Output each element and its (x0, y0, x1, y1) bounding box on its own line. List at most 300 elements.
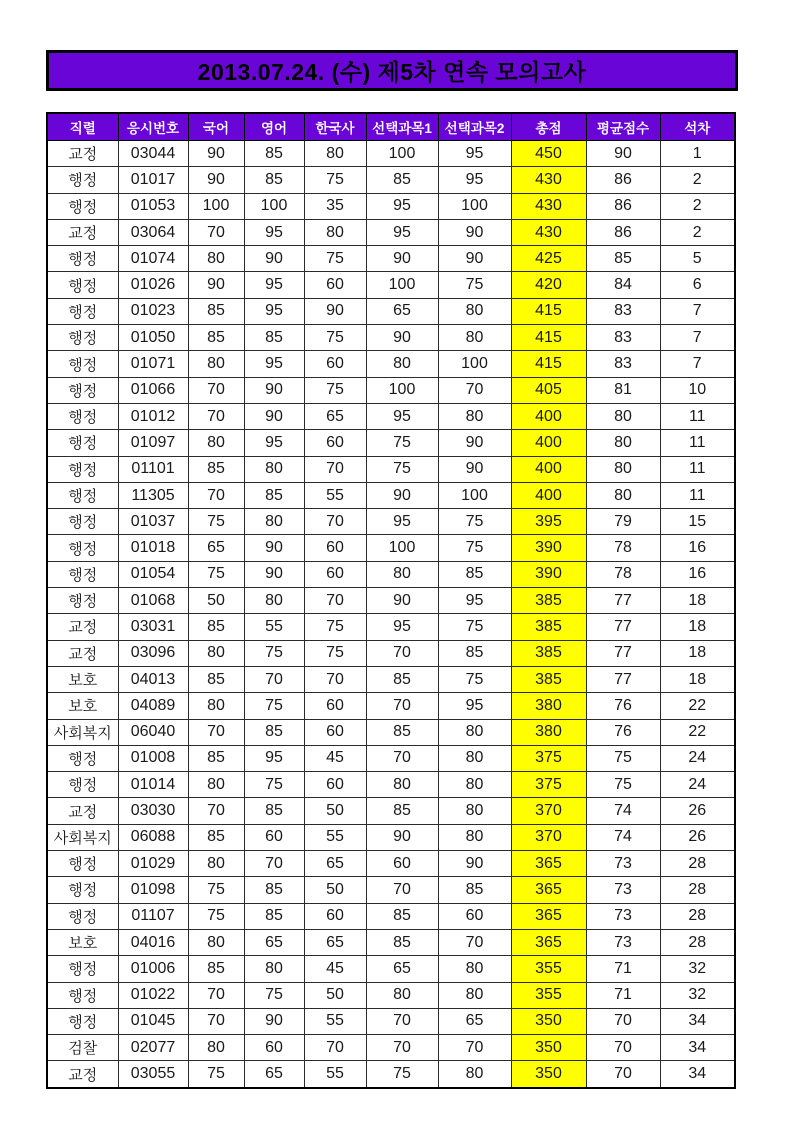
table-cell: 75 (366, 1061, 438, 1088)
table-cell: 34 (660, 1035, 735, 1061)
table-cell: 385 (511, 588, 586, 614)
table-cell: 28 (660, 877, 735, 903)
table-cell: 75 (244, 772, 304, 798)
table-cell: 400 (511, 403, 586, 429)
table-cell: 73 (586, 929, 660, 955)
table-cell: 78 (586, 535, 660, 561)
table-row (47, 456, 735, 482)
table-cell: 395 (511, 509, 586, 535)
table-row (47, 325, 735, 351)
table-row (47, 719, 735, 745)
table-cell: 95 (244, 272, 304, 298)
table-cell: 85 (366, 903, 438, 929)
table-cell: 70 (366, 693, 438, 719)
table-row (47, 772, 735, 798)
table-row (47, 298, 735, 324)
table-cell: 행정 (47, 482, 118, 508)
table-cell: 95 (438, 141, 511, 167)
table-cell: 85 (244, 719, 304, 745)
table-cell: 85 (188, 325, 244, 351)
table-cell: 03055 (118, 1061, 188, 1088)
table-cell: 75 (304, 640, 366, 666)
table-cell: 6 (660, 272, 735, 298)
table-cell: 02077 (118, 1035, 188, 1061)
table-cell: 90 (366, 325, 438, 351)
table-cell: 70 (366, 1008, 438, 1034)
table-cell: 80 (188, 430, 244, 456)
table-cell: 90 (438, 430, 511, 456)
table-cell: 405 (511, 377, 586, 403)
table-cell: 80 (366, 351, 438, 377)
table-cell: 01098 (118, 877, 188, 903)
table-cell: 70 (304, 1035, 366, 1061)
table-cell: 80 (188, 1035, 244, 1061)
table-cell: 01068 (118, 588, 188, 614)
table-cell: 01014 (118, 772, 188, 798)
table-cell: 400 (511, 430, 586, 456)
table-cell: 55 (304, 824, 366, 850)
table-cell: 50 (188, 588, 244, 614)
table-cell: 71 (586, 956, 660, 982)
table-cell: 70 (366, 1035, 438, 1061)
table-cell: 60 (304, 430, 366, 456)
table-cell: 365 (511, 851, 586, 877)
table-cell: 75 (438, 666, 511, 692)
table-cell: 85 (366, 167, 438, 193)
table-cell: 60 (304, 351, 366, 377)
table-cell: 01026 (118, 272, 188, 298)
table-cell: 81 (586, 377, 660, 403)
table-cell: 75 (304, 246, 366, 272)
table-cell: 100 (244, 193, 304, 219)
table-cell: 415 (511, 325, 586, 351)
table-cell: 85 (188, 298, 244, 324)
column-header-1: 응시번호 (118, 113, 188, 141)
table-cell: 16 (660, 561, 735, 587)
table-cell: 95 (438, 588, 511, 614)
table-cell: 75 (366, 430, 438, 456)
table-cell: 65 (304, 929, 366, 955)
table-cell: 75 (188, 561, 244, 587)
table-cell: 80 (438, 824, 511, 850)
table-cell: 01017 (118, 167, 188, 193)
table-cell: 18 (660, 588, 735, 614)
table-cell: 95 (366, 193, 438, 219)
table-cell: 380 (511, 693, 586, 719)
table-row (47, 482, 735, 508)
table-cell: 350 (511, 1008, 586, 1034)
table-cell: 100 (438, 193, 511, 219)
table-cell: 90 (366, 246, 438, 272)
table-cell: 83 (586, 325, 660, 351)
table-cell: 60 (304, 535, 366, 561)
table-cell: 60 (304, 693, 366, 719)
table-cell: 430 (511, 167, 586, 193)
table-cell: 65 (438, 1008, 511, 1034)
table-cell: 03044 (118, 141, 188, 167)
table-cell: 01023 (118, 298, 188, 324)
table-row (47, 588, 735, 614)
table-cell: 50 (304, 982, 366, 1008)
table-cell: 415 (511, 298, 586, 324)
table-cell: 28 (660, 851, 735, 877)
table-cell: 7 (660, 351, 735, 377)
table-cell: 80 (188, 640, 244, 666)
table-cell: 01029 (118, 851, 188, 877)
table-cell: 01066 (118, 377, 188, 403)
table-cell: 75 (244, 693, 304, 719)
table-cell: 60 (304, 903, 366, 929)
table-cell: 80 (244, 956, 304, 982)
table-cell: 85 (244, 141, 304, 167)
table-cell: 50 (304, 877, 366, 903)
table-cell: 100 (366, 141, 438, 167)
table-cell: 75 (438, 272, 511, 298)
table-cell: 100 (188, 193, 244, 219)
table-cell: 90 (244, 561, 304, 587)
table-row (47, 272, 735, 298)
table-cell: 행정 (47, 167, 118, 193)
table-cell: 70 (188, 482, 244, 508)
column-header-9: 석차 (660, 113, 735, 141)
table-cell: 행정 (47, 351, 118, 377)
table-cell: 28 (660, 903, 735, 929)
table-row (47, 1035, 735, 1061)
table-cell: 75 (586, 745, 660, 771)
table-cell: 교정 (47, 141, 118, 167)
table-cell: 45 (304, 956, 366, 982)
column-header-2: 국어 (188, 113, 244, 141)
table-cell: 보호 (47, 929, 118, 955)
table-row (47, 167, 735, 193)
table-cell: 80 (438, 298, 511, 324)
table-cell: 77 (586, 640, 660, 666)
table-cell: 06088 (118, 824, 188, 850)
table-row (47, 745, 735, 771)
table-cell: 35 (304, 193, 366, 219)
table-cell: 75 (438, 535, 511, 561)
table-cell: 11 (660, 430, 735, 456)
table-cell: 95 (438, 167, 511, 193)
table-cell: 100 (366, 272, 438, 298)
table-cell: 보호 (47, 693, 118, 719)
table-cell: 76 (586, 719, 660, 745)
table-cell: 85 (188, 956, 244, 982)
table-cell: 24 (660, 745, 735, 771)
table-cell: 65 (304, 851, 366, 877)
table-cell: 80 (586, 482, 660, 508)
table-cell: 행정 (47, 377, 118, 403)
table-row (47, 535, 735, 561)
table-cell: 95 (438, 693, 511, 719)
table-cell: 86 (586, 193, 660, 219)
table-cell: 75 (304, 614, 366, 640)
table-cell: 10 (660, 377, 735, 403)
table-cell: 45 (304, 745, 366, 771)
table-cell: 100 (366, 377, 438, 403)
table-cell: 80 (304, 141, 366, 167)
table-row (47, 1008, 735, 1034)
table-cell: 70 (304, 456, 366, 482)
table-cell: 75 (304, 377, 366, 403)
table-cell: 80 (188, 772, 244, 798)
table-cell: 03030 (118, 798, 188, 824)
table-cell: 01071 (118, 351, 188, 377)
table-cell: 90 (366, 482, 438, 508)
table-cell: 415 (511, 351, 586, 377)
table-cell: 18 (660, 640, 735, 666)
table-cell: 75 (244, 640, 304, 666)
table-cell: 365 (511, 929, 586, 955)
table-cell: 18 (660, 666, 735, 692)
table-cell: 행정 (47, 298, 118, 324)
table-cell: 365 (511, 903, 586, 929)
table-cell: 15 (660, 509, 735, 535)
table-cell: 80 (188, 929, 244, 955)
table-cell: 26 (660, 824, 735, 850)
table-cell: 55 (304, 1008, 366, 1034)
table-cell: 교정 (47, 798, 118, 824)
table-cell: 70 (188, 798, 244, 824)
table-cell: 85 (438, 640, 511, 666)
table-row (47, 141, 735, 167)
table-row (47, 929, 735, 955)
table-cell: 390 (511, 535, 586, 561)
table-cell: 70 (438, 929, 511, 955)
table-cell: 60 (304, 561, 366, 587)
table-cell: 26 (660, 798, 735, 824)
table-cell: 행정 (47, 772, 118, 798)
table-cell: 350 (511, 1061, 586, 1088)
table-cell: 80 (366, 772, 438, 798)
table-cell: 70 (244, 666, 304, 692)
table-cell: 375 (511, 745, 586, 771)
table-row (47, 430, 735, 456)
table-cell: 교정 (47, 1061, 118, 1088)
table-cell: 65 (366, 298, 438, 324)
table-cell: 16 (660, 535, 735, 561)
table-cell: 행정 (47, 561, 118, 587)
table-cell: 450 (511, 141, 586, 167)
table-cell: 60 (304, 719, 366, 745)
table-cell: 18 (660, 614, 735, 640)
table-cell: 80 (188, 851, 244, 877)
table-cell: 90 (438, 219, 511, 245)
table-cell: 70 (188, 1008, 244, 1034)
table-cell: 01022 (118, 982, 188, 1008)
table-cell: 375 (511, 772, 586, 798)
table-cell: 370 (511, 824, 586, 850)
table-cell: 행정 (47, 903, 118, 929)
table-cell: 79 (586, 509, 660, 535)
table-row (47, 877, 735, 903)
table-cell: 80 (438, 772, 511, 798)
table-cell: 84 (586, 272, 660, 298)
table-cell: 420 (511, 272, 586, 298)
table-cell: 교정 (47, 219, 118, 245)
table-cell: 24 (660, 772, 735, 798)
table-cell: 11 (660, 456, 735, 482)
table-cell: 행정 (47, 851, 118, 877)
table-cell: 70 (188, 377, 244, 403)
table-cell: 01053 (118, 193, 188, 219)
table-cell: 83 (586, 298, 660, 324)
table-cell: 95 (366, 614, 438, 640)
table-cell: 85 (188, 824, 244, 850)
table-cell: 01012 (118, 403, 188, 429)
table-cell: 03064 (118, 219, 188, 245)
table-cell: 385 (511, 614, 586, 640)
table-cell: 70 (304, 588, 366, 614)
table-row (47, 246, 735, 272)
table-cell: 행정 (47, 403, 118, 429)
table-cell: 2 (660, 219, 735, 245)
table-cell: 390 (511, 561, 586, 587)
table-cell: 90 (586, 141, 660, 167)
table-cell: 90 (244, 246, 304, 272)
table-cell: 90 (244, 377, 304, 403)
table-cell: 90 (188, 141, 244, 167)
table-cell: 85 (586, 246, 660, 272)
table-cell: 행정 (47, 246, 118, 272)
table-cell: 행정 (47, 430, 118, 456)
table-cell: 01074 (118, 246, 188, 272)
table-cell: 83 (586, 351, 660, 377)
table-cell: 90 (438, 456, 511, 482)
table-cell: 85 (366, 798, 438, 824)
table-cell: 7 (660, 325, 735, 351)
exam-title-banner (46, 50, 738, 91)
table-row (47, 193, 735, 219)
table-cell: 385 (511, 640, 586, 666)
table-body (47, 141, 735, 1088)
table-cell: 1 (660, 141, 735, 167)
table-cell: 11 (660, 403, 735, 429)
table-cell: 400 (511, 482, 586, 508)
table-cell: 85 (188, 666, 244, 692)
table-cell: 80 (586, 403, 660, 429)
table-cell: 77 (586, 614, 660, 640)
table-cell: 70 (586, 1008, 660, 1034)
table-header-row (47, 113, 735, 141)
table-row (47, 693, 735, 719)
table-cell: 70 (366, 745, 438, 771)
table-cell: 75 (438, 509, 511, 535)
table-cell: 73 (586, 877, 660, 903)
column-header-3: 영어 (244, 113, 304, 141)
table-cell: 85 (188, 456, 244, 482)
table-cell: 90 (244, 1008, 304, 1034)
table-cell: 80 (244, 456, 304, 482)
table-cell: 행정 (47, 509, 118, 535)
table-cell: 85 (438, 561, 511, 587)
table-cell: 73 (586, 903, 660, 929)
table-cell: 행정 (47, 745, 118, 771)
table-cell: 01101 (118, 456, 188, 482)
table-cell: 80 (438, 798, 511, 824)
table-cell: 80 (188, 693, 244, 719)
table-cell: 85 (188, 614, 244, 640)
table-cell: 75 (304, 325, 366, 351)
table-cell: 85 (244, 877, 304, 903)
table-cell: 01008 (118, 745, 188, 771)
table-cell: 100 (438, 351, 511, 377)
table-cell: 86 (586, 219, 660, 245)
table-cell: 검찰 (47, 1035, 118, 1061)
table-cell: 04013 (118, 666, 188, 692)
table-cell: 85 (366, 666, 438, 692)
table-cell: 행정 (47, 325, 118, 351)
table-cell: 85 (366, 929, 438, 955)
table-cell: 95 (244, 745, 304, 771)
table-cell: 03031 (118, 614, 188, 640)
table-cell: 90 (244, 535, 304, 561)
table-cell: 60 (244, 1035, 304, 1061)
exam-title: 2013.07.24. (수) 제5차 연속 모의고사 (197, 59, 587, 85)
table-cell: 70 (438, 1035, 511, 1061)
table-cell: 400 (511, 456, 586, 482)
table-row (47, 614, 735, 640)
table-cell: 75 (586, 772, 660, 798)
table-cell: 60 (304, 272, 366, 298)
table-cell: 01045 (118, 1008, 188, 1034)
table-cell: 95 (244, 298, 304, 324)
table-cell: 70 (438, 377, 511, 403)
table-cell: 55 (244, 614, 304, 640)
table-cell: 95 (244, 351, 304, 377)
table-cell: 85 (438, 877, 511, 903)
table-cell: 100 (366, 535, 438, 561)
table-cell: 60 (304, 772, 366, 798)
table-row (47, 377, 735, 403)
table-row (47, 1061, 735, 1088)
table-cell: 80 (438, 1061, 511, 1088)
table-cell: 75 (366, 456, 438, 482)
table-cell: 01037 (118, 509, 188, 535)
table-cell: 77 (586, 666, 660, 692)
table-cell: 78 (586, 561, 660, 587)
table-cell: 85 (244, 325, 304, 351)
table-cell: 80 (438, 719, 511, 745)
table-cell: 85 (188, 745, 244, 771)
table-cell: 03096 (118, 640, 188, 666)
table-cell: 70 (188, 719, 244, 745)
table-cell: 430 (511, 219, 586, 245)
table-cell: 80 (188, 246, 244, 272)
table-cell: 350 (511, 1035, 586, 1061)
table-cell: 70 (304, 666, 366, 692)
table-cell: 90 (188, 167, 244, 193)
table-cell: 90 (438, 246, 511, 272)
table-cell: 86 (586, 167, 660, 193)
column-header-4: 한국사 (304, 113, 366, 141)
table-cell: 70 (586, 1035, 660, 1061)
table-cell: 행정 (47, 272, 118, 298)
table-cell: 65 (304, 403, 366, 429)
table-cell: 75 (244, 982, 304, 1008)
score-table (46, 112, 736, 1089)
table-cell: 70 (304, 509, 366, 535)
column-header-5: 선택과목1 (366, 113, 438, 141)
table-cell: 28 (660, 929, 735, 955)
table-cell: 80 (366, 561, 438, 587)
table-cell: 2 (660, 193, 735, 219)
table-cell: 80 (438, 982, 511, 1008)
table-cell: 75 (188, 1061, 244, 1088)
table-cell: 65 (366, 956, 438, 982)
table-cell: 01050 (118, 325, 188, 351)
table-cell: 5 (660, 246, 735, 272)
